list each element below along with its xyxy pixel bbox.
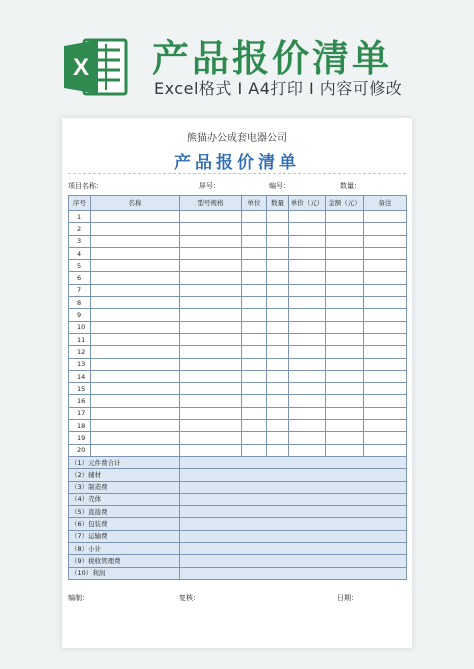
table-cell [326,333,364,345]
quotation-sheet [62,118,412,648]
table-body [69,211,407,580]
table-cell [91,260,180,272]
table-cell [180,247,242,259]
table-cell [180,383,242,395]
table-cell [364,284,407,296]
summary-value [180,456,407,468]
quotation-table [68,195,407,580]
summary-row [69,456,407,468]
table-cell [267,284,289,296]
table-cell [91,370,180,382]
table-cell [326,247,364,259]
table-cell [267,235,289,247]
table-cell [289,284,326,296]
table-cell [326,432,364,444]
table-row [69,383,407,395]
table-cell [242,333,267,345]
table-cell [91,407,180,419]
table-cell [289,432,326,444]
table-row [69,370,407,382]
table-row [69,358,407,370]
table-cell [242,284,267,296]
table-row [69,321,407,333]
table-cell [289,358,326,370]
summary-label: （3）制造费 [69,481,180,493]
table-cell [91,321,180,333]
table-cell [289,370,326,382]
table-row [69,247,407,259]
table-cell [267,297,289,309]
row-number: 19 [69,432,91,444]
table-row [69,333,407,345]
code-label: 编号： [269,182,290,190]
table-cell [326,309,364,321]
row-number: 17 [69,407,91,419]
table-cell [326,346,364,358]
divider [68,173,406,174]
table-cell [267,395,289,407]
table-cell [91,272,180,284]
summary-value [180,493,407,505]
table-row [69,211,407,223]
table-row [69,444,407,456]
table-cell [289,321,326,333]
table-cell [289,333,326,345]
table-row [69,235,407,247]
excel-logo-letter: X [72,54,90,81]
table-cell [242,297,267,309]
summary-value [180,555,407,567]
table-cell [289,235,326,247]
table-cell [364,223,407,235]
table-row [69,309,407,321]
table-cell [267,346,289,358]
table-cell [326,260,364,272]
table-cell [180,211,242,223]
summary-label: （5）直接费 [69,506,180,518]
table-cell [267,260,289,272]
table-row [69,284,407,296]
summary-label: （6）包装费 [69,518,180,530]
row-number: 11 [69,333,91,345]
col-header: 单位 [242,196,267,211]
table-cell [364,444,407,456]
summary-row [69,481,407,493]
row-number: 9 [69,309,91,321]
summary-row [69,506,407,518]
table-cell [326,211,364,223]
summary-row [69,555,407,567]
table-cell [267,321,289,333]
table-cell [242,358,267,370]
col-header: 单价（元） [289,196,326,211]
row-number: 14 [69,370,91,382]
row-number: 12 [69,346,91,358]
table-cell [326,272,364,284]
table-cell [242,211,267,223]
table-cell [242,321,267,333]
table-cell [242,432,267,444]
table-cell [91,333,180,345]
row-number: 18 [69,420,91,432]
table-cell [326,223,364,235]
table-cell [267,420,289,432]
summary-label: （2）辅材 [69,469,180,481]
summary-value [180,506,407,518]
summary-label: （1）元件费合计 [69,456,180,468]
table-cell [267,272,289,284]
excel-icon [62,36,128,98]
table-cell [91,247,180,259]
summary-label: （7）运输费 [69,530,180,542]
summary-label: （4）壳体 [69,493,180,505]
table-cell [91,223,180,235]
table-cell [364,297,407,309]
row-number: 5 [69,260,91,272]
table-cell [289,420,326,432]
table-cell [364,309,407,321]
table-cell [180,346,242,358]
table-cell [91,420,180,432]
table-cell [289,272,326,284]
table-cell [364,370,407,382]
table-cell [180,333,242,345]
table-cell [326,284,364,296]
table-cell [326,297,364,309]
table-cell [364,358,407,370]
table-cell [289,211,326,223]
table-cell [289,260,326,272]
row-number: 13 [69,358,91,370]
table-cell [91,358,180,370]
table-cell [364,432,407,444]
table-cell [91,383,180,395]
row-number: 10 [69,321,91,333]
row-number: 3 [69,235,91,247]
table-cell [91,211,180,223]
quantity-label: 数量： [340,182,361,190]
summary-value [180,469,407,481]
col-header: 数量 [267,196,289,211]
row-number: 20 [69,444,91,456]
row-number: 4 [69,247,91,259]
table-cell [267,432,289,444]
summary-row [69,543,407,555]
table-cell [326,407,364,419]
table-cell [326,370,364,382]
table-cell [267,247,289,259]
table-cell [242,223,267,235]
table-cell [180,235,242,247]
table-row [69,420,407,432]
table-cell [180,284,242,296]
summary-label: （10）利润 [69,567,180,579]
row-number: 8 [69,297,91,309]
table-cell [289,346,326,358]
table-cell [267,211,289,223]
table-cell [364,395,407,407]
banner-title: 产品报价清单 [152,37,392,80]
table-cell [180,395,242,407]
table-cell [91,309,180,321]
table-cell [242,272,267,284]
summary-value [180,481,407,493]
table-cell [242,235,267,247]
table-cell [289,383,326,395]
table-cell [180,358,242,370]
table-cell [180,309,242,321]
table-cell [91,284,180,296]
table-cell [91,444,180,456]
table-cell [180,260,242,272]
table-cell [364,407,407,419]
summary-row [69,493,407,505]
table-header-row [69,196,407,211]
table-row [69,223,407,235]
table-cell [180,420,242,432]
row-number: 15 [69,383,91,395]
table-cell [242,346,267,358]
table-cell [289,395,326,407]
table-cell [289,247,326,259]
table-cell [267,223,289,235]
summary-label: （9）税收管理费 [69,555,180,567]
table-cell [242,407,267,419]
table-cell [267,370,289,382]
summary-row [69,567,407,579]
banner-subtitle: Excel格式 I A4打印 I 内容可修改 [154,79,403,98]
made-by-label: 编制： [68,594,89,602]
table-cell [289,407,326,419]
summary-row [69,469,407,481]
table-cell [242,444,267,456]
table-cell [326,358,364,370]
table-cell [289,223,326,235]
table-cell [91,395,180,407]
table-cell [289,444,326,456]
table-cell [289,297,326,309]
sheet-title: 产品报价清单 [174,153,300,173]
table-cell [364,346,407,358]
table-cell [326,420,364,432]
row-number: 2 [69,223,91,235]
table-cell [180,432,242,444]
table-cell [180,223,242,235]
table-cell [242,247,267,259]
summary-value [180,530,407,542]
table-cell [364,321,407,333]
table-row [69,432,407,444]
row-number: 6 [69,272,91,284]
table-cell [91,235,180,247]
table-cell [242,260,267,272]
banner [0,0,474,112]
table-row [69,260,407,272]
table-cell [326,321,364,333]
project-name-label: 项目名称： [68,182,103,190]
row-number: 7 [69,284,91,296]
reviewed-by-label: 复核： [179,594,200,602]
table-cell [180,272,242,284]
table-cell [180,444,242,456]
table-row [69,407,407,419]
table-cell [326,235,364,247]
summary-value [180,518,407,530]
row-number: 1 [69,211,91,223]
col-header: 型号规格 [180,196,242,211]
col-header: 序号 [69,196,91,211]
table-cell [267,309,289,321]
table-cell [242,383,267,395]
table-cell [267,333,289,345]
table-cell [289,309,326,321]
summary-value [180,543,407,555]
screen-number-label: 屏号： [199,182,220,190]
table-cell [364,383,407,395]
summary-label: （8）小计 [69,543,180,555]
summary-row [69,518,407,530]
table-row [69,395,407,407]
summary-value [180,567,407,579]
col-header: 金额（元） [326,196,364,211]
table-cell [326,383,364,395]
table-row [69,346,407,358]
table-cell [326,444,364,456]
table-cell [364,235,407,247]
summary-row [69,530,407,542]
table-cell [180,297,242,309]
table-cell [267,358,289,370]
col-header: 备注 [364,196,407,211]
table-cell [242,395,267,407]
table-cell [242,420,267,432]
row-number: 16 [69,395,91,407]
table-cell [364,272,407,284]
table-cell [267,444,289,456]
table-cell [180,321,242,333]
table-cell [91,432,180,444]
col-header: 名称 [91,196,180,211]
table-row [69,297,407,309]
table-cell [242,370,267,382]
company-name: 熊猫办公成套电器公司 [187,133,287,144]
table-cell [180,370,242,382]
table-cell [364,211,407,223]
table-cell [364,260,407,272]
table-cell [242,309,267,321]
table-row [69,272,407,284]
table-cell [364,247,407,259]
table-cell [91,346,180,358]
table-cell [364,420,407,432]
table-cell [91,297,180,309]
table-cell [180,407,242,419]
table-cell [267,407,289,419]
date-label: 日期： [337,594,358,602]
table-cell [326,395,364,407]
table-cell [267,383,289,395]
table-cell [364,333,407,345]
